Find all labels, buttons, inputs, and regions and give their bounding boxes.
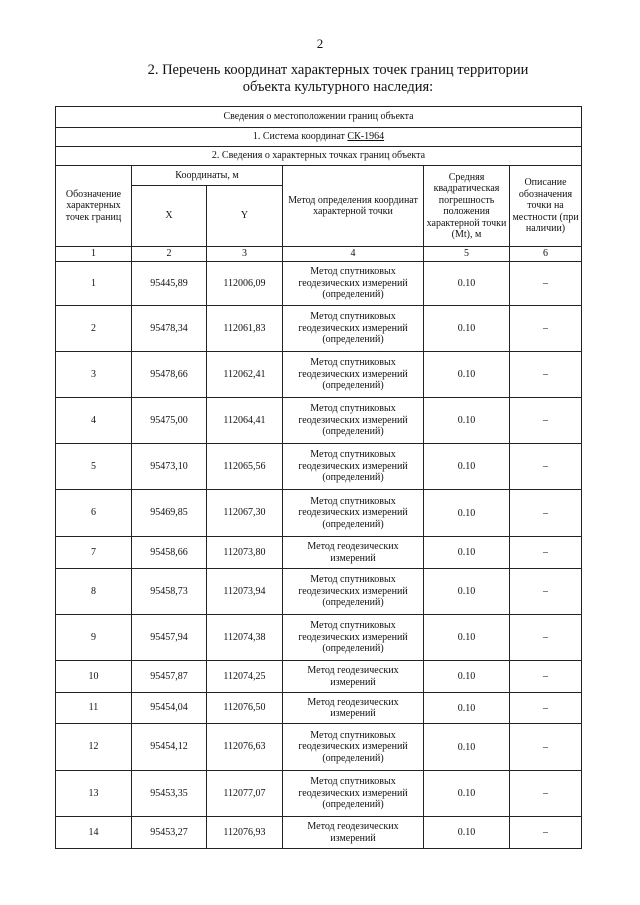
cell-x: 95457,87 [132, 661, 207, 693]
cell-error: 0.10 [424, 537, 510, 569]
cell-x: 95458,73 [132, 569, 207, 615]
cell-method: Метод спутниковых геодезических измерений (определений) [283, 490, 424, 537]
cell-x: 95453,27 [132, 817, 207, 849]
cell-point-number: 2 [56, 306, 132, 352]
cell-y: 112064,41 [207, 398, 283, 444]
cell-y: 112062,41 [207, 352, 283, 398]
cell-y: 112065,56 [207, 444, 283, 490]
table-row [56, 262, 582, 306]
cell-error: 0.10 [424, 262, 510, 306]
cell-method: Метод спутниковых геодезических измерений (определений) [283, 444, 424, 490]
document-heading [0, 62, 640, 96]
cell-x: 95478,34 [132, 306, 207, 352]
cell-x: 95453,35 [132, 771, 207, 817]
cell-method: Метод спутниковых геодезических измерений (определений) [283, 262, 424, 306]
cell-y: 112077,07 [207, 771, 283, 817]
cell-error: 0.10 [424, 693, 510, 724]
table-row [56, 693, 582, 724]
cell-error: 0.10 [424, 352, 510, 398]
col-header-coordinates: Координаты, м [132, 166, 283, 186]
heading-line-1: 2. Перечень координат характерных точек границ территории [147, 62, 529, 78]
cell-description: – [510, 537, 582, 569]
table-row [56, 817, 582, 849]
cell-point-number: 8 [56, 569, 132, 615]
coordinate-system-label: 1. Система координат [252, 131, 345, 143]
table-row [56, 771, 582, 817]
table-row [56, 306, 582, 352]
cell-point-number: 12 [56, 724, 132, 771]
cell-method: Метод геодезических измерений [283, 817, 424, 849]
cell-description: – [510, 693, 582, 724]
cell-description: – [510, 444, 582, 490]
cell-y: 112067,30 [207, 490, 283, 537]
cell-method: Метод спутниковых геодезических измерений (определений) [283, 306, 424, 352]
table-row [56, 444, 582, 490]
cell-x: 95473,10 [132, 444, 207, 490]
cell-error: 0.10 [424, 398, 510, 444]
cell-point-number: 3 [56, 352, 132, 398]
cell-method: Метод геодезических измерений [283, 661, 424, 693]
cell-point-number: 6 [56, 490, 132, 537]
col-header-description: Описание обозначения точки на местности (при наличии) [510, 166, 582, 247]
table-row [56, 537, 582, 569]
coordinate-system-name: СК-1964 [347, 131, 385, 143]
col-index: 3 [207, 247, 283, 262]
cell-point-number: 10 [56, 661, 132, 693]
cell-y: 112076,50 [207, 693, 283, 724]
cell-description: – [510, 306, 582, 352]
table-row [56, 490, 582, 537]
cell-y: 112076,63 [207, 724, 283, 771]
cell-description: – [510, 615, 582, 661]
coordinate-system-cell [56, 128, 582, 147]
col-header-x: X [132, 186, 207, 247]
cell-error: 0.10 [424, 569, 510, 615]
col-index: 4 [283, 247, 424, 262]
cell-point-number: 9 [56, 615, 132, 661]
cell-error: 0.10 [424, 661, 510, 693]
cell-y: 112073,80 [207, 537, 283, 569]
cell-method: Метод спутниковых геодезических измерений (определений) [283, 724, 424, 771]
cell-error: 0.10 [424, 771, 510, 817]
cell-error: 0.10 [424, 306, 510, 352]
table-row [56, 615, 582, 661]
cell-method: Метод спутниковых геодезических измерений (определений) [283, 569, 424, 615]
points-info-header: 2. Сведения о характерных точках границ объекта [56, 147, 582, 166]
cell-y: 112061,83 [207, 306, 283, 352]
cell-x: 95457,94 [132, 615, 207, 661]
col-header-y: Y [207, 186, 283, 247]
cell-description: – [510, 352, 582, 398]
cell-method: Метод геодезических измерений [283, 537, 424, 569]
cell-y: 112006,09 [207, 262, 283, 306]
cell-method: Метод спутниковых геодезических измерений (определений) [283, 352, 424, 398]
cell-x: 95478,66 [132, 352, 207, 398]
cell-point-number: 14 [56, 817, 132, 849]
cell-y: 112074,25 [207, 661, 283, 693]
table-body [56, 262, 582, 849]
col-index: 6 [510, 247, 582, 262]
cell-point-number: 7 [56, 537, 132, 569]
cell-method: Метод спутниковых геодезических измерений (определений) [283, 771, 424, 817]
location-info-header: Сведения о местоположении границ объекта [56, 107, 582, 128]
cell-description: – [510, 262, 582, 306]
coordinates-table [55, 106, 582, 849]
col-header-error: Средняя квадратическая погрешность положения характерной точки (Mt), м [424, 166, 510, 247]
cell-method: Метод спутниковых геодезических измерений (определений) [283, 398, 424, 444]
cell-x: 95475,00 [132, 398, 207, 444]
cell-x: 95458,66 [132, 537, 207, 569]
col-index: 1 [56, 247, 132, 262]
cell-point-number: 13 [56, 771, 132, 817]
cell-description: – [510, 569, 582, 615]
cell-description: – [510, 490, 582, 537]
table-row [56, 661, 582, 693]
cell-description: – [510, 724, 582, 771]
cell-error: 0.10 [424, 724, 510, 771]
cell-method: Метод спутниковых геодезических измерений (определений) [283, 615, 424, 661]
cell-error: 0.10 [424, 490, 510, 537]
table-row [56, 569, 582, 615]
cell-method: Метод геодезических измерений [283, 693, 424, 724]
cell-y: 112076,93 [207, 817, 283, 849]
cell-error: 0.10 [424, 817, 510, 849]
cell-point-number: 11 [56, 693, 132, 724]
cell-y: 112074,38 [207, 615, 283, 661]
col-index: 5 [424, 247, 510, 262]
cell-y: 112073,94 [207, 569, 283, 615]
cell-x: 95454,04 [132, 693, 207, 724]
table-row [56, 352, 582, 398]
cell-error: 0.10 [424, 615, 510, 661]
cell-description: – [510, 398, 582, 444]
column-index-row [56, 247, 582, 262]
cell-x: 95445,89 [132, 262, 207, 306]
cell-x: 95454,12 [132, 724, 207, 771]
page-number: 2 [316, 36, 324, 51]
cell-point-number: 5 [56, 444, 132, 490]
cell-point-number: 1 [56, 262, 132, 306]
cell-description: – [510, 817, 582, 849]
cell-description: – [510, 771, 582, 817]
col-header-designation: Обозначение характерных точек границ [56, 166, 132, 247]
cell-x: 95469,85 [132, 490, 207, 537]
cell-error: 0.10 [424, 444, 510, 490]
heading-line-2: объекта культурного наследия: [242, 79, 434, 95]
table-row [56, 398, 582, 444]
cell-description: – [510, 661, 582, 693]
col-index: 2 [132, 247, 207, 262]
table-row [56, 724, 582, 771]
cell-point-number: 4 [56, 398, 132, 444]
col-header-method: Метод определения координат характерной точки [283, 166, 424, 247]
